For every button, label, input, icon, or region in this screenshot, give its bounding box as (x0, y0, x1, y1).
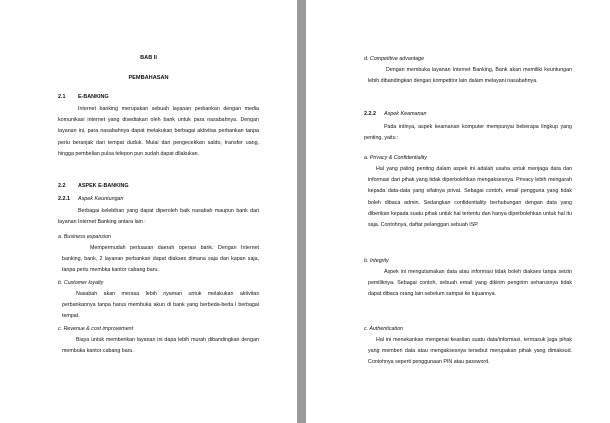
list-text-revenue: Biaya untuk memberikan layanan ini dapa lebih murah dibandingkan dengan membuka kantor cabang baru. (62, 337, 259, 355)
chapter-number: BAB II (140, 55, 157, 61)
list-label-integrity: b. Integrity (364, 258, 389, 264)
section-heading-2-1: 2.1 E-BANKING (58, 94, 109, 100)
list-text-authentication: Hal ini menekankan mengenai keaslian suatu data/informasi, termasuk juga pihak yang memberi data atau mengaksesnya tersebut merupakan pihak yang dimaksud. Contohnya seperti penggunaan PIN atau password. (368, 337, 572, 366)
paragraph-e-banking: Internet banking merupakan sebuah layanan perbankan dengan media komunikasi internet yang disediakan oleh bank untuk para nasabahnya. Dengan layanan ini, para nasabahnya dapat melakukan berbagai aktivitas perbankan tanpa perlu beranjak dari tempat duduk. Mulai dari pengecekkan saldo, transfer uang, hingga pembelian pulsa telepon pun sudah dapat dilakukan. (58, 106, 259, 157)
list-label-competitive-advantage: d. Competitive advantage (364, 56, 425, 62)
subsection-heading-2-2-2: 2.2.2 Aspek Keamanan (364, 111, 427, 117)
list-label-privacy: a. Privacy & Confidentiality (364, 155, 428, 161)
list-text-integrity: Aspek ini mengutamakan data atau informasi tidak boleh diakses tanpa seizin pemiliknya. Sebagai contoh, sebuah email yang dikirim pengirim seharusnya tidak dapat dibaca orang lain sebelum sampai ke tujuannya. (368, 269, 572, 298)
subsection-heading-2-2-1: 2.2.1 Aspek Keuntungan (58, 196, 124, 202)
list-label-business-expansion: a. Business expansion (58, 234, 112, 240)
section-heading-2-2: 2.2 ASPEK E-BANKING (58, 183, 129, 189)
list-text-business-expansion: Mempermudah perluasan daerah operasi bank. Dengan Internet banking, bank, 2 layanan perbankan dapat diakses dimana saja dan kapan saja, tanpa perlu membka kantor cabang baru. (62, 245, 259, 274)
list-label-customer-loyalty: b. Customer loyalty (58, 280, 104, 286)
chapter-title: PEMBAHASAN (128, 75, 169, 81)
document-page-right (306, 0, 610, 423)
list-text-privacy: Hal yang paling penting dalam aspek ini adalah usaha untuk menjaga data dan informasi dari pihak yang tidak diperbolehkan mengaksesnya. Privacy lebih mengarah kepada data-data yang sifatnya privat. Sebagai contoh, email pengguna yang tidak boleh dibaca admin. Sedangkan confidentiality berhubungan dengan data yang diberikan kepada suatu pihak untuk hal tertentu dan hanya diperbolehkan untuk hal itu saja. Contohnya, daftar pelanggan sebuah ISP. (368, 166, 572, 229)
list-text-customer-loyalty: Nasabah akan merasa lebih nyaman untuk melakukan aktivitas perbankannya tanpa harus membuka akun di bank yang berbeda-beda l berbagai tempat. (62, 291, 259, 320)
paragraph-keamanan: Pada intinya, aspek keamanan komputer mempunyai beberapa lingkup yang penting, yaitu : (364, 124, 572, 142)
list-label-revenue: c. Revenue & cost improvement (58, 326, 134, 332)
paragraph-keuntungan: Berbagai kelebihan yang dapat diperoleh baik nasabah maupun bank dari layanan Internet Banking antara lain : (58, 208, 259, 226)
list-label-authentication: c. Authentication (364, 326, 403, 332)
list-text-competitive-advantage: Dengan membuka layanan Internet Banking, Bank akan memiliki keuntungan lebih dibandingkan dengan kompetitor lain dalam melayani nasabahnya. (368, 67, 572, 85)
document-page-left (0, 0, 297, 423)
